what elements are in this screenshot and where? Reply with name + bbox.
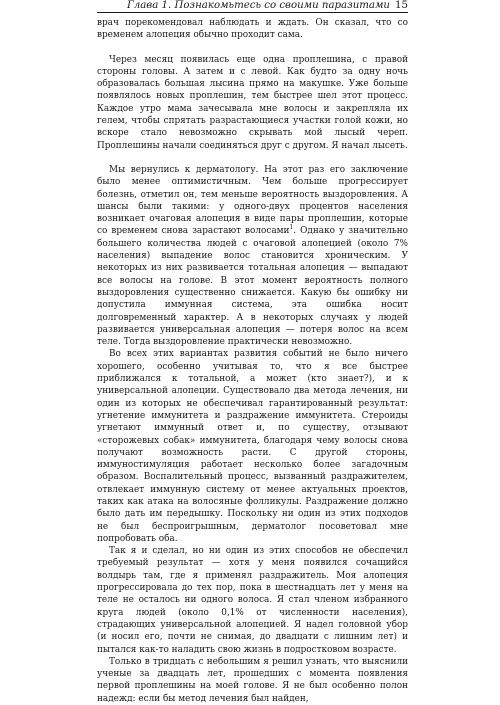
paragraph: Во всех этих вариантах развития событий не было ничего хорошего, особенно учитывая то, что я все быстрее приближался к тотальной, а может (кто знает?), и к универсальной алопеции. Существовало два метода лечения, ни один из которых не обеспечивал гарантированный результат: угнетение иммунитета и раздражение иммунитета. Стероиды угнетают иммунный ответ и, по существу, отзывают «сторожевых собак» иммунитета, благодаря чему волосы снова получают возможность расти. С другой стороны, иммуностимуляция работает несколько более загадочным образом. Воспалительный процесс, вызванный раздражителем, отвлекает иммунную систему от менее актуальных проектов, таких как атака на волосяные фолликулы. Раздражение должно было дать им передышку. Поскольку ни один из этих подходов не был беспроигрышным, дерматолог посоветовал мне попробовать оба. (97, 349, 408, 544)
page-body (97, 17, 408, 705)
chapter-title: Глава 1. Познакомьтесь со своими паразитами (127, 0, 390, 11)
footnote-marker: 1 (289, 224, 294, 232)
paragraph-text: Мы вернулись к дерматологу. На этот раз его заключение было менее оптимистичным. Чем больше прогрессирует болезнь, отметил он, тем меньше вероятность выздоровления. А шансы были такими: у одного-двух процентов населения возникает очаговая алопеция в виде пары проплешин, которые со временем снова зарастают волосами (97, 164, 408, 237)
paragraph: Через месяц появилась еще одна проплешина, с правой стороны головы. А затем и с левой. Как будто за одну ночь образовалась большая лысина прямо на макушке. Уже больше появлялось новых проплешин, тем быстрее шел этот процесс. Каждое утро мама зачесывала мне волосы и закрепляла их гелем, чтобы спрятать разрастающиеся участки голой кожи, но вскоре стало невозможно скрывать мой лысый череп. Проплешины начали соединяться друг с другом. Я начал лысеть. (97, 54, 408, 151)
paragraph (97, 164, 408, 348)
running-header (97, 0, 408, 14)
header-rule (97, 12, 408, 13)
paragraph-text: . Однако у значительно большего количества людей с очаговой алопецией (около 7% населения) выпадение волос становится хроническим. У некоторых из них развивается тотальная алопеция — выпадают все волосы на голове. В этот момент вероятность полного выздоровления существенно снижается. Какую бы ошибку ни допустила иммунная система, эта ошибка носит долговременный характер. А в некоторых случаях у людей развивается универсальная алопеция — потеря волос на всем теле. Тогда выздоровление практически невозможно. (97, 226, 408, 348)
paragraph: Только в тридцать с небольшим я решил узнать, что выяснили ученые за двадцать лет, прошедших с момента появления первой проплешины на моей голове. Я не был особенно полон надежд: если бы метод лечения был найден, (97, 656, 408, 704)
page-number: 15 (395, 0, 408, 11)
paragraph: Так я и сделал, но ни один из этих способов не обеспечил требуемый результат — хотя у меня появился сочащийся волдырь там, где я применял раздражитель. Моя алопеция прогрессировала до тех пор, пока в шестнадцать лет у меня на теле не осталось ни одного волоса. Я стал членом избранного круга людей (около 0,1% от численности населения), страдающих универсальной алопецией. Я надел головной убор (и носил его, почти не снимая, до двадцати с лишним лет) и пытался как-то наладить свою жизнь в подростковом возрасте. (97, 546, 408, 655)
paragraph: врач порекомендовал наблюдать и ждать. Он сказал, что со временем алопеция обычно проходит сама. (97, 18, 408, 41)
